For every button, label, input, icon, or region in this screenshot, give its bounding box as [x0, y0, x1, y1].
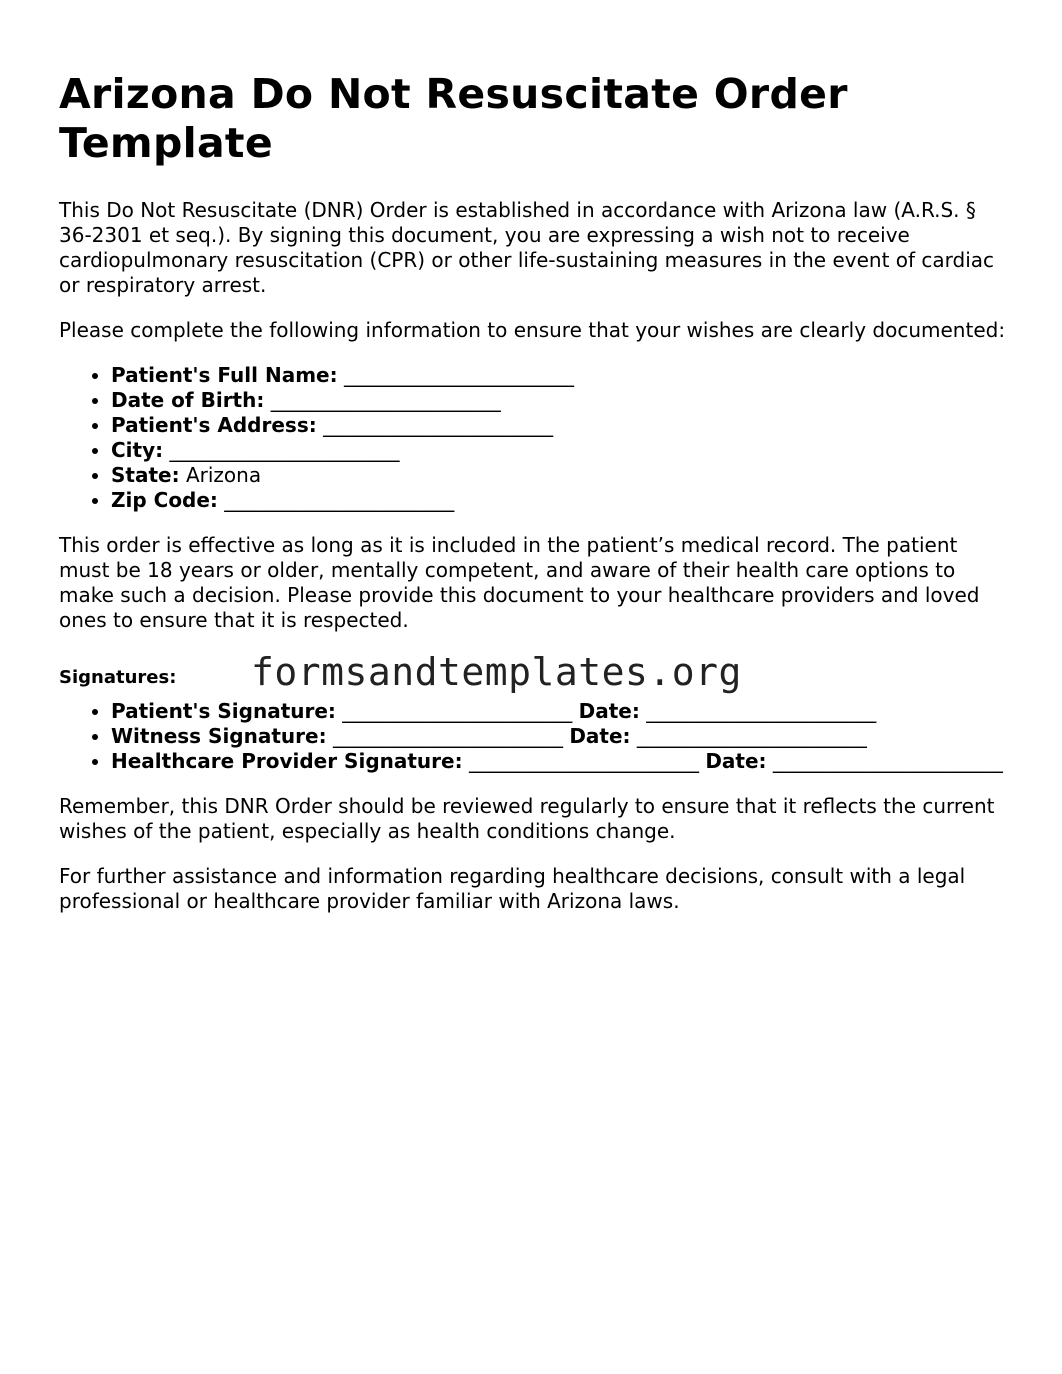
field-blank: _______________________ — [169, 438, 400, 462]
field-patient-name — [111, 363, 1009, 388]
date-label: Date: — [705, 749, 767, 773]
field-blank: _______________________ — [343, 363, 574, 387]
field-city — [111, 438, 1009, 463]
field-label: Zip Code: — [111, 488, 218, 512]
date-line: _______________________ — [772, 749, 1003, 773]
effectiveness-paragraph: This order is effective as long as it is included in the patient’s medical record. The patient must be 18 years or older, mentally competent, and aware of their health care options to make such a decision. Please provide this document to your healthcare providers and loved ones to ensure that it is respected. — [59, 533, 980, 632]
document-page — [59, 70, 1009, 934]
signature-healthcare-provider — [111, 749, 1009, 774]
instructions-paragraph: Please complete the following information to ensure that your wishes are clearly documented: — [59, 318, 1006, 342]
date-label: Date: — [569, 724, 631, 748]
field-state — [111, 463, 1009, 488]
field-label: Patient's Address: — [111, 413, 317, 437]
signature-witness — [111, 724, 1009, 749]
field-label: City: — [111, 438, 164, 462]
document-title: Arizona Do Not Resuscitate Order Template — [59, 70, 848, 167]
signature-line: _______________________ — [342, 699, 573, 723]
field-blank: _______________________ — [323, 413, 554, 437]
patient-info-list — [59, 363, 1009, 513]
signature-line: _______________________ — [332, 724, 563, 748]
field-label: Patient's Full Name: — [111, 363, 338, 387]
intro-paragraph: This Do Not Resuscitate (DNR) Order is established in accordance with Arizona law (A.R.S. § 36-2301 et seq.). By signing this document, you are expressing a wish not to receive cardiopulmonary resuscitation (CPR) or other life-sustaining measures in the event of cardiac or respiratory arrest. — [59, 198, 995, 297]
field-blank: _______________________ — [224, 488, 455, 512]
date-line: _______________________ — [636, 724, 867, 748]
field-label: State: — [111, 463, 180, 487]
signature-line: _______________________ — [468, 749, 699, 773]
date-label: Date: — [578, 699, 640, 723]
signature-label: Patient's Signature: — [111, 699, 336, 723]
signature-label: Healthcare Provider Signature: — [111, 749, 463, 773]
signature-patient — [111, 699, 1009, 724]
signatures-list — [59, 699, 1009, 774]
field-blank: _______________________ — [270, 388, 501, 412]
signatures-header — [59, 650, 1009, 699]
signature-label: Witness Signature: — [111, 724, 327, 748]
field-patient-address — [111, 413, 1009, 438]
field-value: Arizona — [185, 463, 262, 487]
assistance-paragraph: For further assistance and information regarding healthcare decisions, consult with a legal professional or healthcare provider familiar with Arizona laws. — [59, 864, 966, 913]
field-date-of-birth — [111, 388, 1009, 413]
signatures-label: Signatures: — [59, 667, 177, 688]
date-line: _______________________ — [646, 699, 877, 723]
field-zip-code — [111, 488, 1009, 513]
watermark-text: formsandtemplates.org — [251, 650, 742, 694]
reminder-paragraph: Remember, this DNR Order should be reviewed regularly to ensure that it reflects the current wishes of the patient, especially as health conditions change. — [59, 794, 995, 843]
field-label: Date of Birth: — [111, 388, 265, 412]
